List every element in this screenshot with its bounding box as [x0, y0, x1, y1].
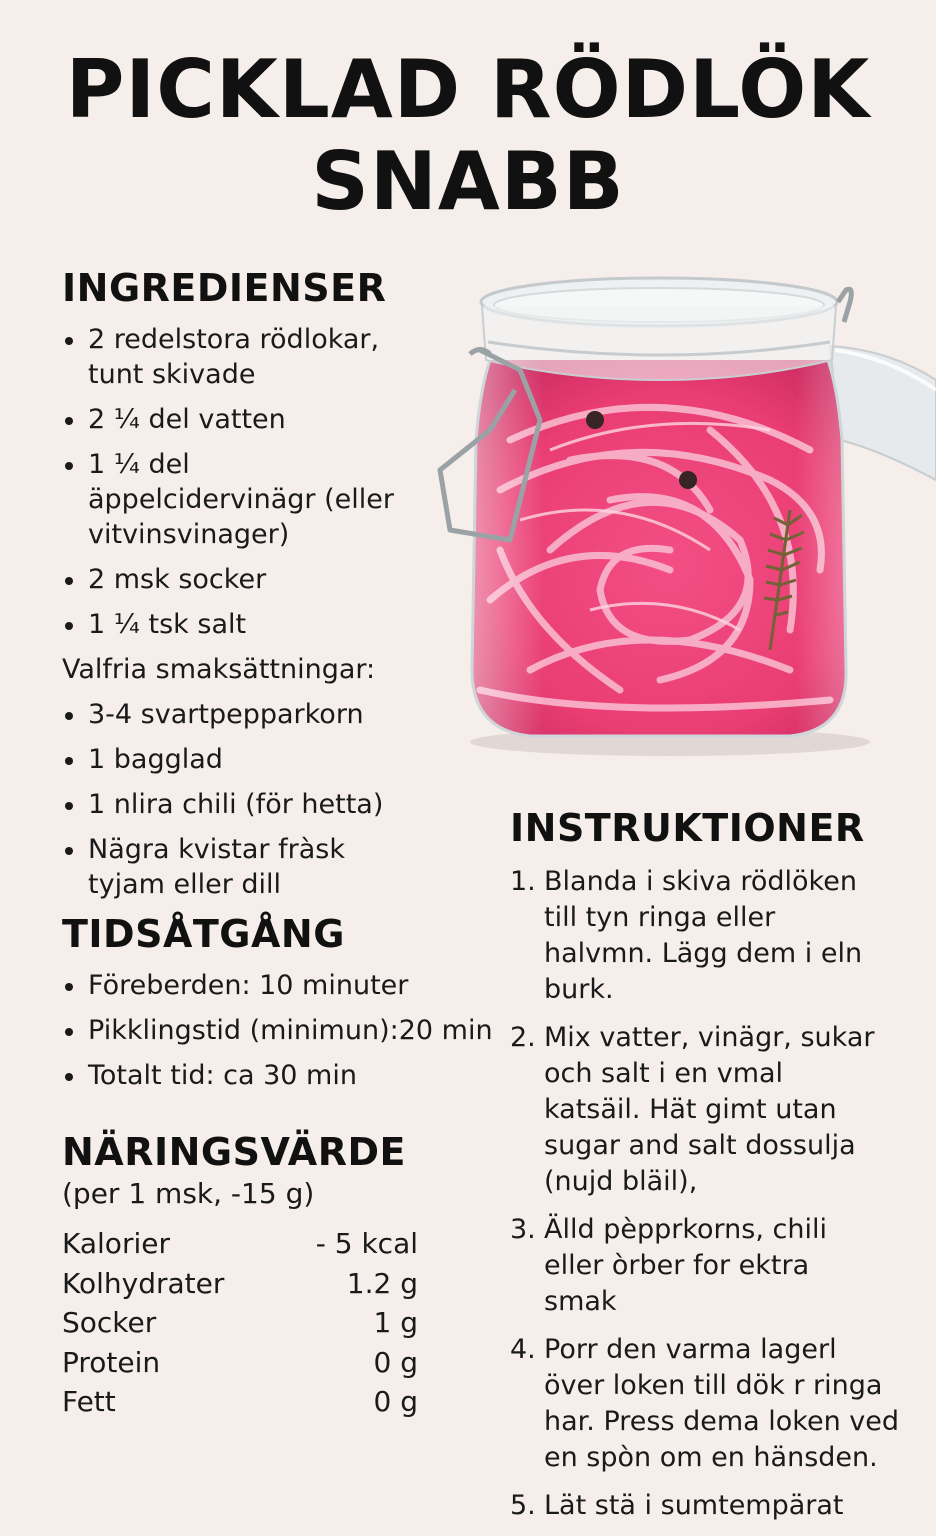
ingredients-section [62, 266, 492, 912]
table-row: Kalorier - 5 kcal [62, 1227, 418, 1260]
instruction-step: 3. Älld pèpprkorns, chili eller òrber for ektra smak [510, 1214, 827, 1317]
instruction-step: 5. Lät stä i sumtempärat [510, 1490, 844, 1521]
ingredients-list [62, 322, 492, 642]
table-row: Socker 1 g [62, 1306, 418, 1339]
time-item: Föreberden: 10 minuter [62, 968, 502, 1003]
instructions-section [510, 806, 920, 1536]
ingredient-item: 2 msk socker [62, 562, 492, 597]
jar-lid-icon [830, 346, 936, 480]
optional-item: 1 nlira chili (för hetta) [62, 787, 492, 822]
optional-item: 3-4 svartpepparkorn [62, 697, 492, 732]
ingredient-item: 1 ¼ del äppelcidervinägr (eller vitvinsvinager) [62, 447, 492, 552]
ingredient-item: 1 ¼ tsk salt [62, 607, 492, 642]
title-line-2: SNABB [311, 135, 625, 228]
optional-flavors-label: Valfria smaksättningar: [62, 654, 376, 685]
optional-item: Nägra kvistar fràsk tyjam eller dill [62, 832, 492, 902]
nutrition-table [62, 1224, 418, 1422]
table-row: Fett 0 g [62, 1385, 418, 1418]
title-line-1: PICKLAD RÖDLÖK [65, 43, 871, 136]
nutrition-subheading: (per 1 msk, -15 g) [62, 1177, 315, 1210]
time-section [62, 912, 502, 1103]
nutrition-heading: NÄRINGSVÄRDE [62, 1130, 406, 1174]
page-title [0, 44, 936, 228]
nutrition-section [62, 1130, 502, 1422]
instruction-step: 1. Blanda i skiva rödlöken till tyn ringa eller halvmn. Lägg dem i eln burk. [510, 866, 863, 1005]
time-list [62, 968, 502, 1093]
time-item: Totalt tid: ca 30 min [62, 1058, 502, 1093]
instructions-heading: INSTRUKTIONER [510, 806, 865, 850]
instruction-step: 2. Mix vatter, vinägr, sukar och salt i en vmal katsäil. Hät gimt utan sugar and salt dossulja (nujd bläil), [510, 1022, 875, 1197]
optional-flavors-list [62, 697, 492, 902]
table-row: Kolhydrater 1.2 g [62, 1266, 418, 1300]
table-row: Protein 0 g [62, 1345, 418, 1379]
time-item: Pikklingstid (minimun):20 min [62, 1013, 502, 1048]
time-heading: TIDSÅTGÅNG [62, 912, 345, 956]
ingredient-item: 2 ¼ del vatten [62, 402, 492, 437]
optional-item: 1 bagglad [62, 742, 492, 777]
instruction-step: 4. Porr den varma lagerl över loken till dök r ringa har. Press dema loken ved en spòn om en hänsden. [510, 1334, 899, 1473]
ingredient-item: 2 redelstora rödlokar, tunt skivade [62, 322, 492, 392]
instructions-list [510, 864, 920, 1524]
ingredients-heading: INGREDIENSER [62, 266, 387, 310]
